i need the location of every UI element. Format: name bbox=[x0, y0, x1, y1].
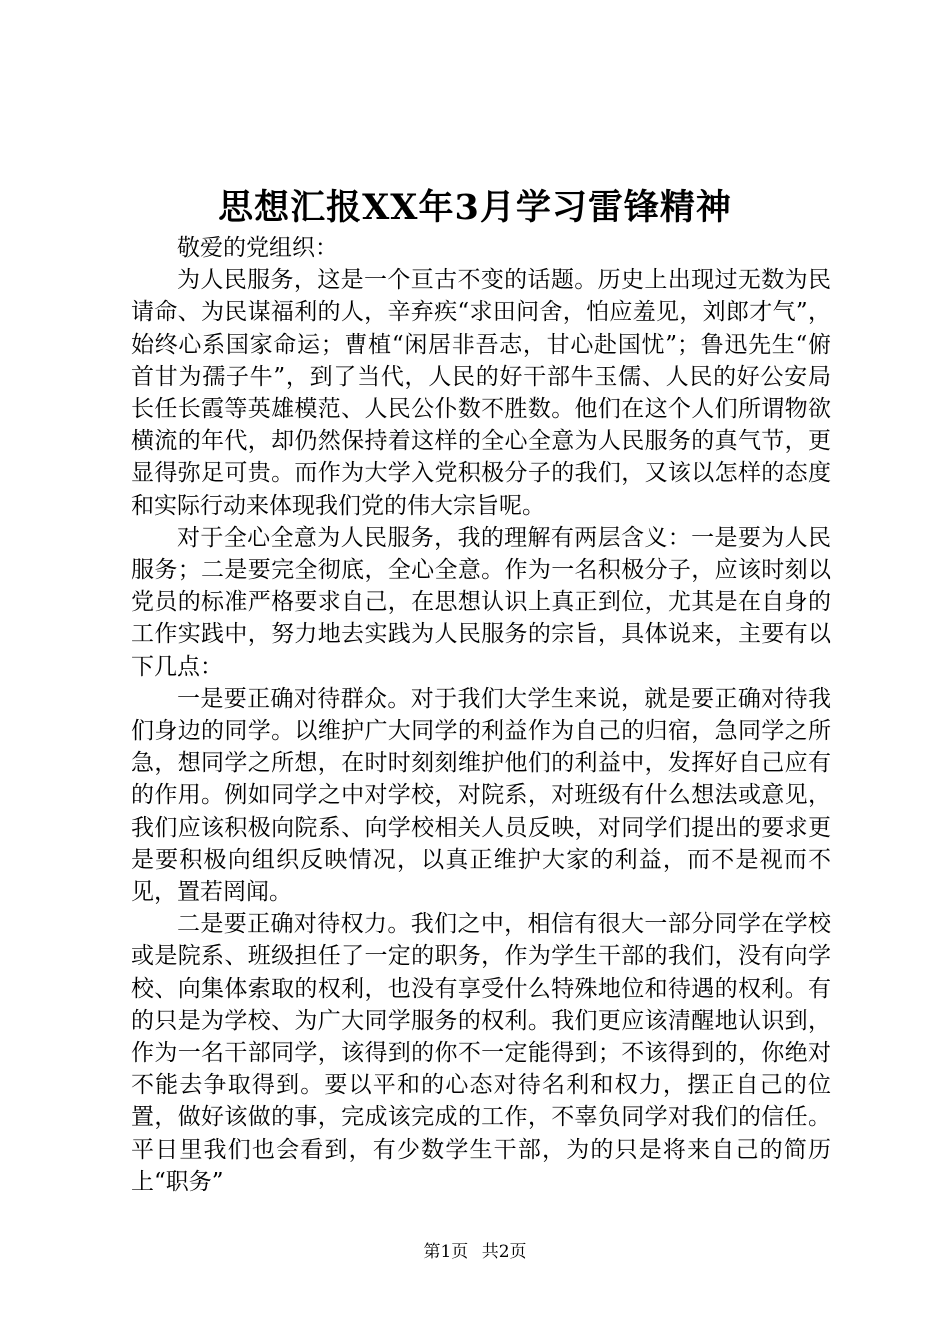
paragraph-4: 二是要正确对待权力。我们之中，相信有很大一部分同学在学校或是院系、班级担任了一定的职务，作为学生干部的我们，没有向学校、向集体索取的权利，也没有享受什么特殊地位和待遇的权利。有的只是为学校、为广大同学服务的权利。我们更应该清醒地认识到，作为一名干部同学，该得到的你不一定能得到；不该得到的，你绝对不能去争取得到。要以平和的心态对待名利和权力，摆正自己的位置，做好该做的事，完成该完成的工作，不辜负同学对我们的信任。平日里我们也会看到，有少数学生干部，为的只是将来自己的简历上“职务” bbox=[131, 911, 831, 1195]
paragraph-2: 对于全心全意为人民服务，我的理解有两层含义：一是要为人民服务；二是要完全彻底，全心全意。作为一名积极分子，应该时刻以党员的标准严格要求自己，在思想认识上真正到位，尤其是在自身的工作实践中，努力地去实践为人民服务的宗旨，具体说来，主要有以下几点： bbox=[131, 524, 831, 680]
paragraph-1: 为人民服务，这是一个亘古不变的话题。历史上出现过无数为民请命、为民谋福利的人，辛弃疾“求田问舍，怕应羞见，刘郎才气”，始终心系国家命运；曹植“闲居非吾志，甘心赴国忧”；鲁迅先生“俯首甘为孺子牛”，到了当代，人民的好干部牛玉儒、人民的好公安局长任长霞等英雄模范、人民公仆数不胜数。他们在这个人们所谓物欲横流的年代，却仍然保持着这样的全心全意为人民服务的真气节，更显得弥足可贵。而作为大学入党积极分子的我们，又该以怎样的态度和实际行动来体现我们党的伟大宗旨呢。 bbox=[131, 267, 831, 519]
salutation: 敬爱的党组织： bbox=[177, 235, 338, 261]
paragraph-3: 一是要正确对待群众。对于我们大学生来说，就是要正确对待我们身边的同学。以维护广大同学的利益作为自己的归宿，急同学之所急，想同学之所想，在时时刻刻维护他们的利益中，发挥好自己应有的作用。例如同学之中对学校，对院系，对班级有什么想法或意见，我们应该积极向院系、向学校相关人员反映，对同学们提出的要求更是要积极向组织反映情况，以真正维护大家的利益，而不是视而不见，置若罔闻。 bbox=[131, 685, 831, 906]
page-number: 第1页 bbox=[423, 1242, 469, 1262]
document-body bbox=[131, 232, 831, 1198]
page-footer bbox=[0, 1240, 950, 1264]
page-total: 共2页 bbox=[481, 1242, 527, 1262]
page-title: 思想汇报XX年3月学习雷锋精神 bbox=[218, 187, 732, 228]
